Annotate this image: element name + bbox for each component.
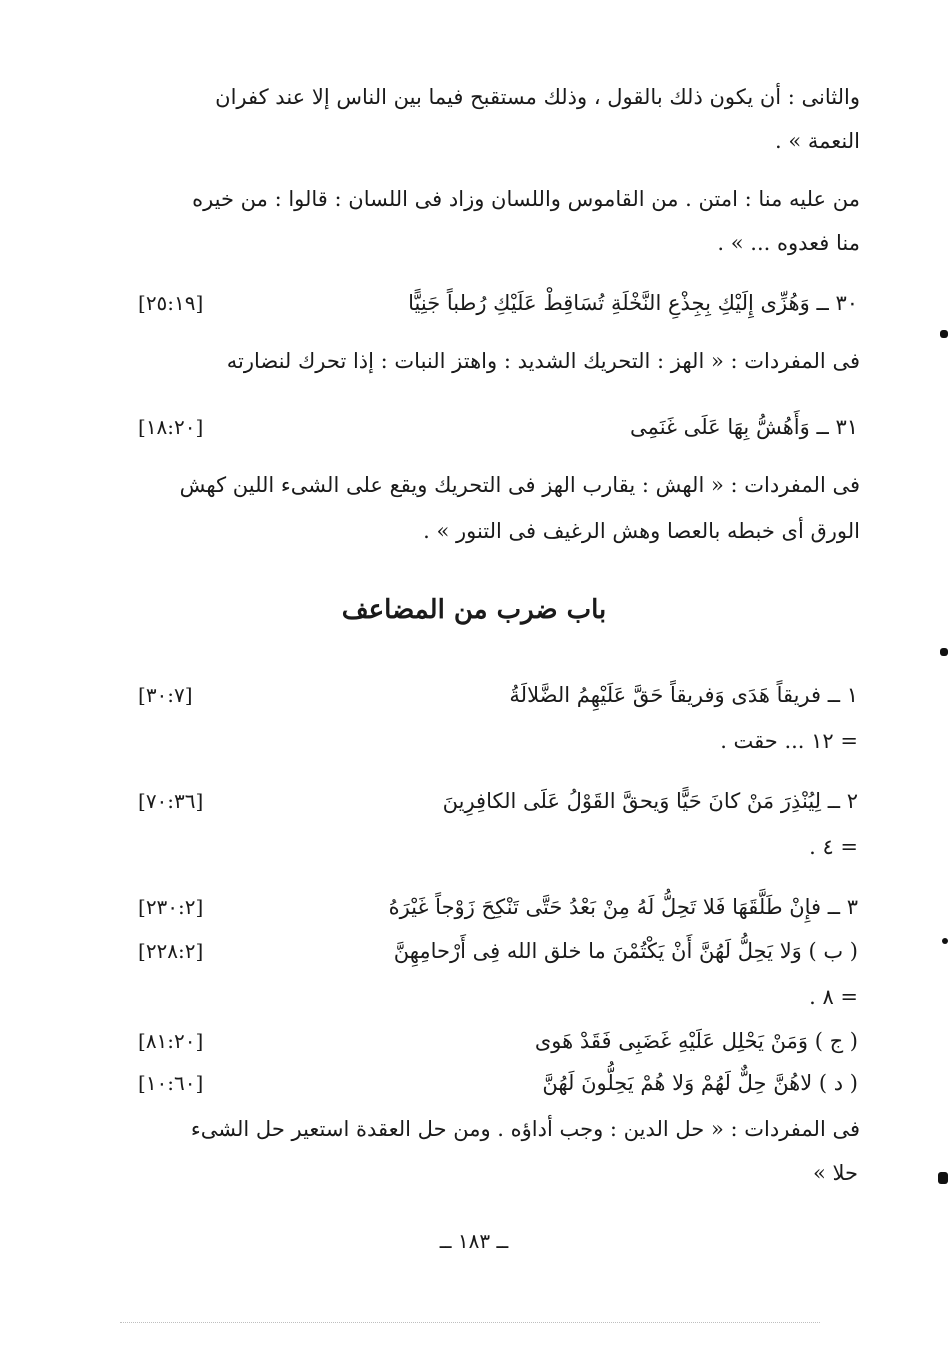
- verse-reference: [١٠:٦٠]: [138, 1071, 204, 1095]
- paragraph-line: فى المفردات : « حل الدين : وجب أداؤه . ومن حل العقدة استعير حل الشىء: [190, 1117, 860, 1141]
- scan-speckle: [120, 1322, 820, 1323]
- verse-line: ٣١ ــ وَأَهُشُّ بِهَا عَلَى غَنَمِى: [630, 415, 858, 439]
- verse-reference: [٣٠:٧]: [138, 683, 193, 707]
- verse-reference: [٢٣٠:٢]: [138, 895, 204, 919]
- verse-reference: [٢٢٨:٢]: [138, 939, 204, 963]
- verse-reference: [٧٠:٣٦]: [138, 789, 204, 813]
- verse-reference: [٨١:٢٠]: [138, 1029, 204, 1053]
- paragraph-line: منا فعدوه ... » .: [717, 231, 860, 255]
- section-heading: باب ضرب من المضاعف: [341, 595, 607, 625]
- entry-line: ( د ) لاهُنَّ حِلٌّ لَهُمْ وَلا هُمْ يَحِلُّونَ لَهُنَّ: [542, 1071, 858, 1095]
- paragraph-line: النعمة » .: [775, 129, 860, 153]
- verse-line: ٣٠ ــ وَهُزِّى إِلَيْكِ بِجِذْعِ النَّخْلَةِ تُسَاقِطْ عَلَيْكِ رُطباً جَنِيًّا: [408, 291, 858, 315]
- entry-count: = ١٢ ... حقت .: [720, 729, 858, 753]
- entry-line: ٢ ــ لِيُنْذِرَ مَنْ كانَ حَيًّا وَيحقَّ القَوْلُ عَلَى الكافِرِينَ: [442, 789, 858, 813]
- scan-edge-mark: [940, 648, 948, 656]
- page-number: ــ ١٨٣ ــ: [439, 1229, 509, 1253]
- paragraph-line: الورق أى خبطه بالعصا وهش الرغيف فى التنور » .: [423, 519, 860, 543]
- paragraph-line: حلا »: [812, 1161, 858, 1185]
- entry-count: = ٤ .: [809, 835, 858, 859]
- entry-line: ( ج ) وَمَنْ يَحْلِل عَلَيْهِ غَضَبِى فَقَدْ هَوى: [534, 1029, 858, 1053]
- verse-reference: [٢٥:١٩]: [138, 291, 204, 315]
- entry-count: = ٨ .: [809, 985, 858, 1009]
- verse-reference: [١٨:٢٠]: [138, 415, 204, 439]
- entry-line: ١ ــ فريقاً هَدَى وَفريقاً حَقَّ عَلَيْهِمُ الضَّلالَةُ: [509, 683, 858, 707]
- entry-line: ٣ ــ فإِنْ طَلَّقَهَا فَلا تَحِلُّ لَهُ مِنْ بَعْدُ حَتَّى تَنْكِحَ زَوْجاً غَيْرَهُ: [388, 895, 858, 919]
- scan-edge-mark: [938, 1172, 948, 1184]
- entry-line: ( ب ) وَلا يَحِلُّ لَهُنَّ أَنْ يَكْتُمْنَ ما خلق الله فِى أَرْحامِهِنَّ: [393, 939, 858, 963]
- paragraph-line: فى المفردات : « الهش : يقارب الهز فى التحريك ويقع على الشىء اللين كهش: [179, 473, 860, 497]
- scan-edge-mark: [942, 938, 948, 944]
- paragraph-line: فى المفردات : « الهز : التحريك الشديد : واهتز النبات : إذا تحرك لنضارته: [226, 349, 860, 373]
- paragraph-line: والثانى : أن يكون ذلك بالقول ، وذلك مستقبح فيما بين الناس إلا عند كفران: [215, 85, 860, 109]
- scan-edge-mark: [940, 330, 948, 338]
- paragraph-line: من عليه منا : امتن . من القاموس واللسان وزاد فى اللسان : قالوا : من خيره: [192, 187, 860, 211]
